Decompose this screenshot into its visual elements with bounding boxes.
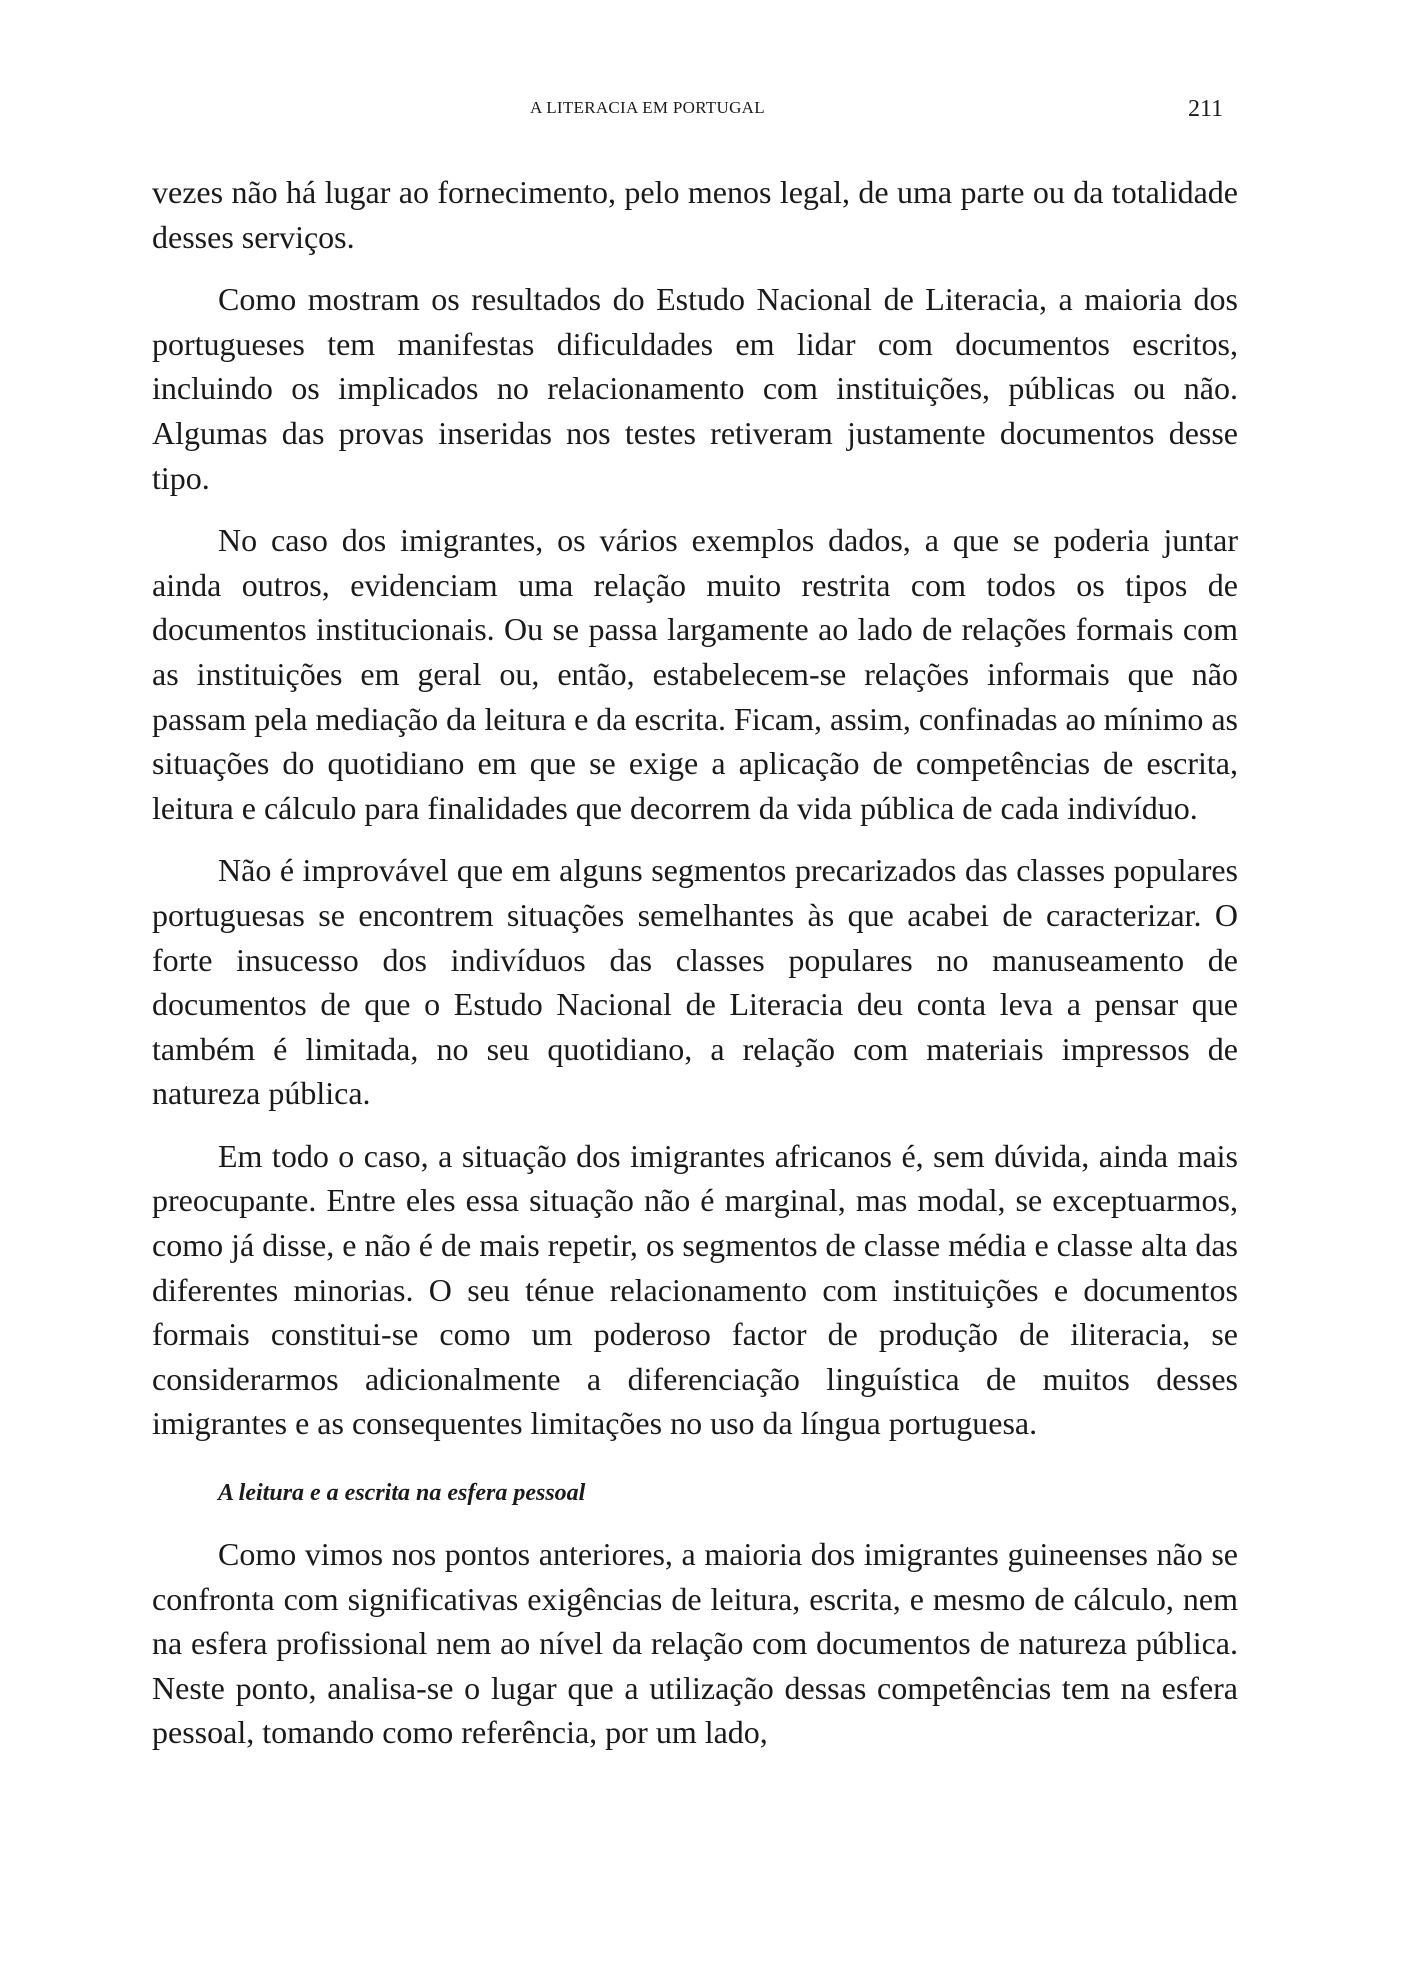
paragraph-continued: vezes não há lugar ao fornecimento, pelo menos legal, de uma parte ou da totalidade desses serviços. bbox=[152, 174, 1238, 255]
section-heading: A leitura e a escrita na esfera pessoal bbox=[218, 1480, 586, 1507]
running-title: A LITERACIA EM PORTUGAL bbox=[530, 98, 765, 117]
body-text bbox=[152, 170, 1238, 1773]
page-number: 211 bbox=[1188, 96, 1224, 122]
paragraph: Não é improvável que em alguns segmentos precarizados das classes populares portuguesas se encontrem situações semelhantes às que acabei de caracterizar. O forte insucesso dos indivíduos das classes populares no manuseamento de documentos de que o Estudo Nacional de Literacia deu conta leva a pensar que também é limitada, no seu quotidiano, a relação com materiais impressos de natureza pública. bbox=[152, 852, 1238, 1112]
paragraph: Em todo o caso, a situação dos imigrantes africanos é, sem dúvida, ainda mais preocupante. Entre eles essa situação não é marginal, mas modal, se exceptuarmos, como já disse, e não é de mais repetir, os segmentos de classe média e classe alta das diferentes minorias. O seu ténue relacionamento com instituições e documentos formais constitui-se como um poderoso factor de produção de iliteracia, se considerarmos adicionalmente a diferenciação linguística de muitos desses imigrantes e as consequentes limitações no uso da língua portuguesa. bbox=[152, 1137, 1238, 1442]
paragraph: No caso dos imigrantes, os vários exemplos dados, a que se poderia juntar ainda outros, evidenciam uma relação muito restrita com todos os tipos de documentos institucionais. Ou se passa largamente ao lado de relações formais com as instituições em geral ou, então, estabelecem-se relações informais que não passam pela mediação da leitura e da escrita. Ficam, assim, confinadas ao mínimo as situações do quotidiano em que se exige a aplicação de competências de escrita, leitura e cálculo para finalidades que decorrem da vida pública de cada indivíduo. bbox=[152, 522, 1238, 826]
section-paragraph: Como vimos nos pontos anteriores, a maioria dos imigrantes guineenses não se confronta com significativas exigências de leitura, escrita, e mesmo de cálculo, nem na esfera profissional nem ao nível da relação com documentos de natureza pública. Neste ponto, analisa-se o lugar que a utilização dessas competências tem na esfera pessoal, tomando como referência, por um lado, bbox=[152, 1536, 1238, 1751]
paragraph: Como mostram os resultados do Estudo Nacional de Literacia, a maioria dos portugueses tem manifestas dificuldades em lidar com documentos escritos, incluindo os implicados no relacionamento com instituições, públicas ou não. Algumas das provas inseridas nos testes retiveram justamente documentos desse tipo. bbox=[152, 281, 1238, 496]
